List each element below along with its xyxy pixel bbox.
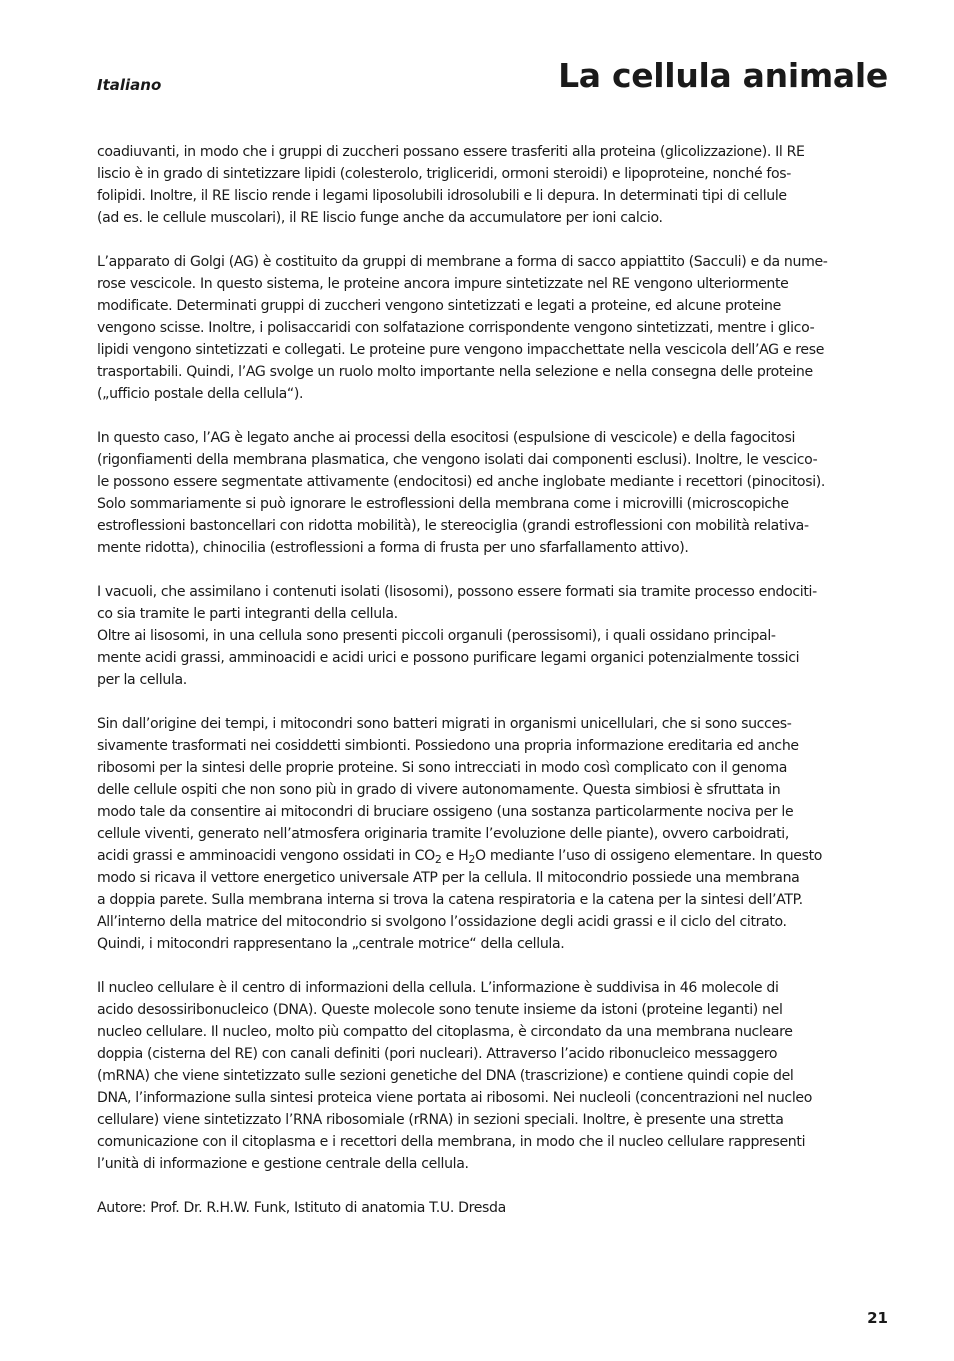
text-line: vengono scisse. Inoltre, i polisaccaridi con solfatazione corrispondente vengono sintetizzati, mentre i glico- — [97, 320, 815, 336]
text-line: L’apparato di Golgi (AG) è costituito da gruppi di membrane a forma di sacco appiattito (Sacculi) e da nume- — [97, 254, 828, 270]
text-line: (ad es. le cellule muscolari), il RE liscio funge anche da accumulatore per ioni calcio. — [97, 210, 663, 226]
text-line: lipidi vengono sintetizzati e collegati. Le proteine pure vengono impacchettate nella vescicola dell’AG e rese — [97, 342, 825, 358]
text-line: Sin dall’origine dei tempi, i mitocondri sono batteri migrati in organismi unicellulari, che si sono succes- — [97, 716, 792, 732]
text-line: (mRNA) che viene sintetizzato sulle sezioni genetiche del DNA (trascrizione) e contiene quindi copie del — [97, 1068, 794, 1084]
text-line: modo si ricava il vettore energetico universale ATP per la cellula. Il mitocondrio possiede una membrana — [97, 870, 800, 886]
text-line: delle cellule ospiti che non sono più in grado di vivere autonomamente. Questa simbiosi è sfruttata in — [97, 782, 781, 798]
text-line: comunicazione con il citoplasma e i recettori della membrana, in modo che il nucleo cellulare rappresenti — [97, 1134, 806, 1150]
text-fragment: O mediante l’uso di ossigeno elementare. In questo — [475, 848, 823, 864]
text-fragment: e H — [441, 848, 469, 864]
text-line: doppia (cisterna del RE) con canali definiti (pori nucleari). Attraverso l’acido ribonucleico messaggero — [97, 1046, 778, 1062]
text-line: cellule viventi, generato nell’atmosfera originaria tramite l’evoluzione delle piante), ovvero carboidrati, — [97, 826, 789, 842]
paragraph — [97, 1197, 897, 1219]
text-line: All’interno della matrice del mitocondrio si svolgono l’ossidazione degli acidi grassi e il ciclo del citrato. — [97, 914, 787, 930]
text-line: Autore: Prof. Dr. R.H.W. Funk, Istituto di anatomia T.U. Dresda — [97, 1200, 506, 1216]
text-line: mente ridotta), chinocilia (estroflessioni a forma di frusta per uno sfarfallamento attivo). — [97, 540, 689, 556]
page-title: La cellula animale — [558, 56, 888, 95]
text-line: cellulare) viene sintetizzato l’RNA ribosomiale (rRNA) in sezioni speciali. Inoltre, è presente una stretta — [97, 1112, 784, 1128]
body-text — [97, 141, 897, 1241]
paragraph — [97, 251, 897, 405]
subscript: 2 — [434, 853, 442, 866]
text-line: modificate. Determinati gruppi di zuccheri vengono sintetizzati e legati a proteine, ed alcune proteine — [97, 298, 781, 314]
text-line: nucleo cellulare. Il nucleo, molto più compatto del citoplasma, è circondato da una membrana nucleare — [97, 1024, 793, 1040]
text-line: Il nucleo cellulare è il centro di informazioni della cellula. L’informazione è suddivisa in 46 molecole di — [97, 980, 779, 996]
text-line: („ufficio postale della cellula“). — [97, 386, 304, 402]
text-line: liscio è in grado di sintetizzare lipidi (colesterolo, trigliceridi, ormoni steroidi) e lipoproteine, nonché fos- — [97, 166, 792, 182]
text-line: estroflessioni bastoncellari con ridotta mobilità), le stereociglia (grandi estroflessioni con mobilità relativa- — [97, 518, 809, 534]
text-line: ribosomi per la sintesi delle proprie proteine. Si sono intrecciati in modo così complicato con il genoma — [97, 760, 788, 776]
text-line: In questo caso, l’AG è legato anche ai processi della esocitosi (espulsione di vescicole) e della fagocitosi — [97, 430, 796, 446]
subscript: 2 — [468, 853, 476, 866]
text-line: folipidi. Inoltre, il RE liscio rende i legami liposolubili idrosolubili e li depura. In determinati tipi di cellule — [97, 188, 787, 204]
paragraph — [97, 713, 897, 955]
text-line: le possono essere segmentate attivamente (endocitosi) ed anche inglobate mediante i recettori (pinocitosi). — [97, 474, 826, 490]
page-language: Italiano — [97, 76, 162, 94]
text-line: trasportabili. Quindi, l’AG svolge un ruolo molto importante nella selezione e nella consegna delle proteine — [97, 364, 813, 380]
text-line: sivamente trasformati nei cosiddetti simbionti. Possiedono una propria informazione ereditaria ed anche — [97, 738, 799, 754]
text-line: I vacuoli, che assimilano i contenuti isolati (lisosomi), possono essere formati sia tramite processo endociti- — [97, 584, 817, 600]
paragraph — [97, 427, 897, 559]
text-line: acido desossiribonucleico (DNA). Queste molecole sono tenute insieme da istoni (proteine leganti) nel — [97, 1002, 783, 1018]
text-line: Oltre ai lisosomi, in una cellula sono presenti piccoli organuli (perossisomi), i quali ossidano principal- — [97, 628, 776, 644]
text-line: rose vescicole. In questo sistema, le proteine ancora impure sintetizzate nel RE vengono ulteriormente — [97, 276, 789, 292]
paragraph — [97, 141, 897, 229]
text-line: (rigonfiamenti della membrana plasmatica, che vengono isolati dai componenti esclusi). Inoltre, le vescico- — [97, 452, 818, 468]
text-line: per la cellula. — [97, 672, 187, 688]
text-line-formulas — [97, 845, 897, 867]
paragraph — [97, 581, 897, 691]
text-line: Solo sommariamente si può ignorare le estroflessioni della membrana come i microvilli (microscopiche — [97, 496, 789, 512]
text-line: co sia tramite le parti integranti della cellula. — [97, 606, 398, 622]
text-line: a doppia parete. Sulla membrana interna si trova la catena respiratoria e la catena per la sintesi dell’ATP. — [97, 892, 803, 908]
text-line: DNA, l’informazione sulla sintesi proteica viene portata ai ribosomi. Nei nucleoli (concentrazioni nel nucleo — [97, 1090, 812, 1106]
text-line: l’unità di informazione e gestione centrale della cellula. — [97, 1156, 469, 1172]
page-number: 21 — [867, 1309, 888, 1327]
text-line: coadiuvanti, in modo che i gruppi di zuccheri possano essere trasferiti alla proteina (glicolizzazione). Il RE — [97, 144, 805, 160]
text-line: mente acidi grassi, amminoacidi e acidi urici e possono purificare legami organici potenzialmente tossici — [97, 650, 800, 666]
text-line: modo tale da consentire ai mitocondri di bruciare ossigeno (una sostanza particolarmente nociva per le — [97, 804, 794, 820]
paragraph — [97, 977, 897, 1175]
text-fragment: acidi grassi e amminoacidi vengono ossidati in CO — [97, 848, 435, 864]
text-line: Quindi, i mitocondri rappresentano la „centrale motrice“ della cellula. — [97, 936, 565, 952]
